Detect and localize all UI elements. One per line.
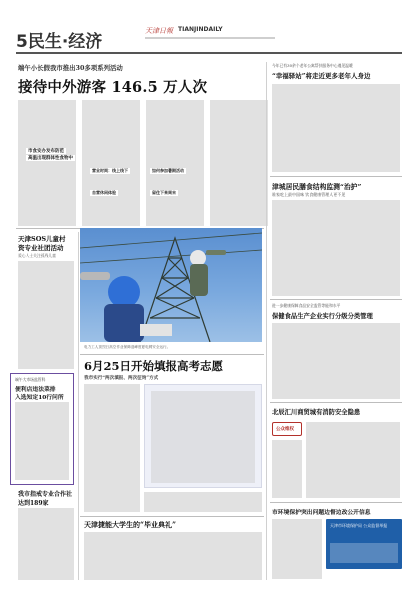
photo-bottom-rule xyxy=(80,354,264,355)
lead-callout-1: 营业时间：线上线下 xyxy=(92,168,128,173)
right-mid-body xyxy=(272,200,400,296)
coop-body xyxy=(18,508,74,580)
gaokao-sub: 我市实行“两次填报、两次征询”方式 xyxy=(84,376,159,381)
masthead-rule xyxy=(16,52,402,54)
right-mid-sub: 谁家吃上最中国味 饮食健康管理人更不见 xyxy=(272,192,346,197)
youth-title: 天津捷能大学生的“毕业典礼” xyxy=(84,520,177,529)
sos-line: 爱心人士关注孤残儿童 xyxy=(18,253,56,258)
right-env-body xyxy=(272,519,322,579)
gaokao-body-bottom xyxy=(144,492,262,512)
env-ad-text: 天津市环境保护局 公众监督举报 xyxy=(330,523,388,528)
issue-line xyxy=(145,37,275,39)
coop-title: 我市指戒专业合作社 xyxy=(18,491,73,498)
sos-title: 天津SOS儿童村 xyxy=(18,235,66,243)
logo: 天津日報 xyxy=(145,27,173,35)
boxed-story xyxy=(10,373,74,485)
box-title: 便利店违法菜排 xyxy=(15,387,56,393)
fire-logo-text: 公众维权 xyxy=(276,427,294,432)
youth-body xyxy=(84,532,262,580)
gaokao-title: 6月25日开始填报高考志愿 xyxy=(84,359,224,373)
gaokao-info-box xyxy=(144,384,262,488)
coop-title-2: 达到189家 xyxy=(18,500,49,507)
box-kicker: 端午大市场监管科 xyxy=(15,377,46,382)
right-food-title: 保健食品生产企业实行分级分类管理 xyxy=(272,313,373,320)
fire-logo xyxy=(272,422,302,436)
lead-subhead-1: 市食安办发布防范 xyxy=(28,149,64,154)
right-food-kicker: 进一步健康保障食品安全监管等能和水平 xyxy=(272,303,341,308)
sos-sub: 资专业社团活动 xyxy=(18,244,64,252)
right-fire-body xyxy=(306,422,400,498)
lead-kicker: 端午小长假我市推出30多项系列活动 xyxy=(18,64,123,72)
right-rule-2 xyxy=(270,299,402,300)
right-rule-4 xyxy=(270,502,402,503)
lead-callout-2: 如何参加暑期活动 xyxy=(152,168,184,173)
right-fire-body-2 xyxy=(272,440,302,498)
right-rule-1 xyxy=(270,176,402,177)
right-rule-3 xyxy=(270,402,402,403)
left-col-divider xyxy=(78,232,79,580)
sos-body xyxy=(18,261,74,369)
masthead xyxy=(0,22,416,56)
gaokao-body-left xyxy=(84,384,140,512)
photo-illustration xyxy=(80,228,262,342)
right-col-divider xyxy=(266,62,267,580)
lead-subhead-2: 高温出现群体性食物中 xyxy=(28,156,73,161)
right-fire-title: 北辰汇川商贸城有消防安全隐患 xyxy=(272,409,361,416)
right-env-title: 市环境保护突出问题边督边改公开信息 xyxy=(272,510,371,516)
env-ad-box xyxy=(326,519,402,569)
right-mid-title: 津城居民膳食结构监测“治护” xyxy=(272,183,362,191)
lead-body xyxy=(18,100,264,226)
right-food-body xyxy=(272,323,400,399)
lead-callout-4: 留住下来周末 xyxy=(152,190,176,195)
right-top-body xyxy=(272,84,400,172)
right-top-title: “幸福驿站”将走近更多老年人身边 xyxy=(272,72,371,80)
section-title: 5民生·经济 xyxy=(16,32,103,52)
photo-caption: 电力工人顶烈日高空作业保障迎峰度夏电网安全运行。 xyxy=(84,345,171,349)
logo-en: TIANJINDAILY xyxy=(178,26,223,33)
lead-title: 接待中外游客 146.5 万人次 xyxy=(18,79,208,96)
youth-top-rule xyxy=(80,516,264,517)
news-photo xyxy=(80,228,262,342)
lead-callout-3: 自营休闲体验 xyxy=(92,190,116,195)
box-title-2: 入选知定10行问所 xyxy=(15,395,64,401)
right-top-kicker: 今年已有30余个老年公寓帮扶服务中心遇见温暖 xyxy=(272,63,353,68)
